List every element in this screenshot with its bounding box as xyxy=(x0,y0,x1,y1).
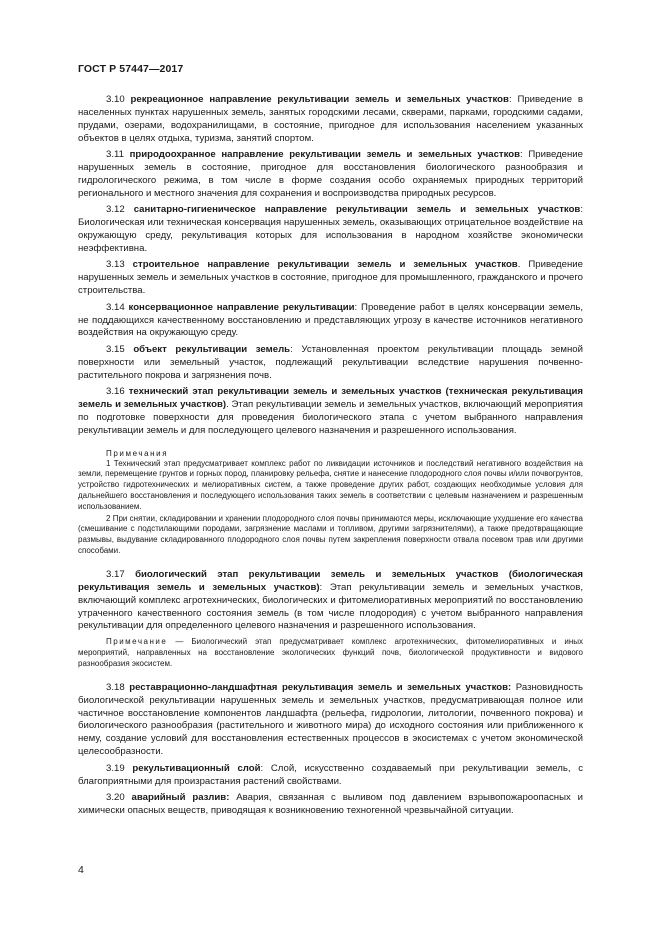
term-title: реставрационно-ландшафтная рекультивация земель и земельных участков: xyxy=(129,681,512,693)
term-3-10: 3.10 рекреационное направление рекультивации земель и земельных участков: Приведение в населенных пунктах нарушенных земель, занятых городскими лесами, скверами, парками, городскими садами, прудами, озерами, водохранилищами, в состояние, пригодное для использования населением указанных объектов в целях отдыха, туризма, занятий спортом. xyxy=(78,94,584,144)
term-3-11: 3.11 природоохранное направление рекультивации земель и земельных участков: Приведение нарушенных земель в состояние, пригодное для восстановления биологического разнообразия и гидрологического режима, в том числе в форме создания особо охраняемых природных территорий регионального и местного значения для сохранения и воспроизводства природных ресурсов. xyxy=(78,149,584,199)
note-label: Примечание xyxy=(106,637,168,647)
term-title: биологический этап рекультивации земель и земельных участков (биологическая рекультивация земель и земельных участков) xyxy=(78,568,583,593)
term-title: санитарно-гигиеническое направление рекультивации земель и земельных участков xyxy=(133,204,581,216)
term-3-16: 3.16 технический этап рекультивации земель и земельных участков (техническая рекультивация земель и земельных участков). Этап рекультивации земель и земельных участков, включающий мероприятия по подготовке поверхности для проведения биологического этапа с учетом выбранного направления рекультивации земель и для последующего целевого назначения и разрешенного использования. xyxy=(78,386,583,436)
term-3-14: 3.14 консервационное направление рекультивации: Проведение работ в целях консервации земель, не поддающихся качественному восстановлению и представляющих угрозу в качестве источников негативного воздействия на окружающую среду. xyxy=(78,301,583,339)
notes-heading: Примечания xyxy=(106,448,169,458)
term-title: аварийный разлив: xyxy=(131,792,230,803)
page-number: 4 xyxy=(78,864,84,876)
term-3-19: 3.19 рекультивационный слой: Слой, искусственно создаваемый при рекультивации земель, с благоприятными для произрастания растений свойствами. xyxy=(78,762,583,787)
document-body xyxy=(78,94,583,821)
note-1: 1 Технический этап предусматривает комплекс работ по ликвидации источников и последствий негативного воздействия на земли, перемещение грунтов и горных пород, планировку рельефа, снятие и нанесение плодородного слоя почвы и/или почвогрунтов, устройство гидротехнических и мелиоративных систем, а также проведение других работ, создающих необходимые условия для дальнейшего восстановления и последующего использования таких земель в соответствии с целевым назначением и разрешенным использованием. xyxy=(78,458,583,511)
term-title: строительное направление рекультивации земель и земельных участков xyxy=(132,259,518,271)
term-title: объект рекультивации земель xyxy=(133,343,291,355)
term-3-15: 3.15 объект рекультивации земель: Установленная проектом рекультивации площадь земной поверхности или земельный участок, подлежащий рекультивации вследствие нарушения почвенно-растительного покрова и загрязнения почв. xyxy=(78,343,583,381)
document-header: ГОСТ Р 57447—2017 xyxy=(78,63,184,75)
term-title: природоохранное направление рекультивации земель и земельных участков xyxy=(129,149,521,161)
term-3-13: 3.13 строительное направление рекультивации земель и земельных участков. Приведение нарушенных земель и земельных участков в состояние, пригодное для промышленного, гражданского и прочего строительства. xyxy=(78,259,583,297)
term-3-12: 3.12 санитарно-гигиеническое направление рекультивации земель и земельных участков: Биологическая или техническая консервация нарушенных земель, оказывающих отрицательное воздействие на окружающую среду, рекультивация которых для использования в народном хозяйстве экономически неэффективна. xyxy=(78,204,583,254)
note-2: 2 При снятии, складировании и хранении плодородного слоя почвы принимаются меры, исключающие ухудшение его качества (смешивание с подстилающими породами, загрязнение маслами и топливом, другими загрязнителями), а также предотвращающие размывы, выдувание складированного плодородного слоя почвы путем закрепления поверхности отвала посевом трав или другими способами. xyxy=(78,513,583,556)
term-title: рекультивационный слой xyxy=(132,762,261,774)
term-3-18: 3.18 реставрационно-ландшафтная рекультивация земель и земельных участков: Разновидность биологической рекультивации нарушенных земель и земельных участков, предусматривающая полное или частичное восстановление компонентов ландшафта (рельефа, гидрологии, литологии, почвенного покрова) и биологического разнообразия (растительного и животного мира) до исходного состояния или приближенного к нему, создание условий для восстановления естественных процессов в экосистемах с учетом экономической целесообразности. xyxy=(78,681,583,758)
term-title: консервационное направление рекультивации xyxy=(128,301,355,313)
term-title: технический этап рекультивации земель и земельных участков (техническая рекультивация земель и земельных участков) xyxy=(78,386,583,410)
term-3-20: 3.20 аварийный разлив: Авария, связанная с выливом под давлением взрывопожароопасных и химически опасных веществ, приводящая к возникновению техногенной чрезвычайной ситуации. xyxy=(78,792,583,816)
term-3-17: 3.17 биологический этап рекультивации земель и земельных участков (биологическая рекультивация земель и земельных участков): Этап рекультивации земель и земельных участков, включающий комплекс агротехнических, биологических и фитомелиоративных мероприятий по восстановлению утраченного качественного состояния земель (в том числе плодородия) с учетом выбранного направления рекультивации для определенного целевого назначения и разрешенного использования. xyxy=(78,568,583,632)
term-title: рекреационное направление рекультивации земель и земельных участков xyxy=(130,94,509,105)
note-3-17: Примечание — Биологический этап предусматривает комплекс агротехнических, фитомелиоративных и иных мероприятий, направленных на восстановление экологических функций почв, биологической продуктивности и видового разнообразия экосистем. xyxy=(78,637,583,668)
